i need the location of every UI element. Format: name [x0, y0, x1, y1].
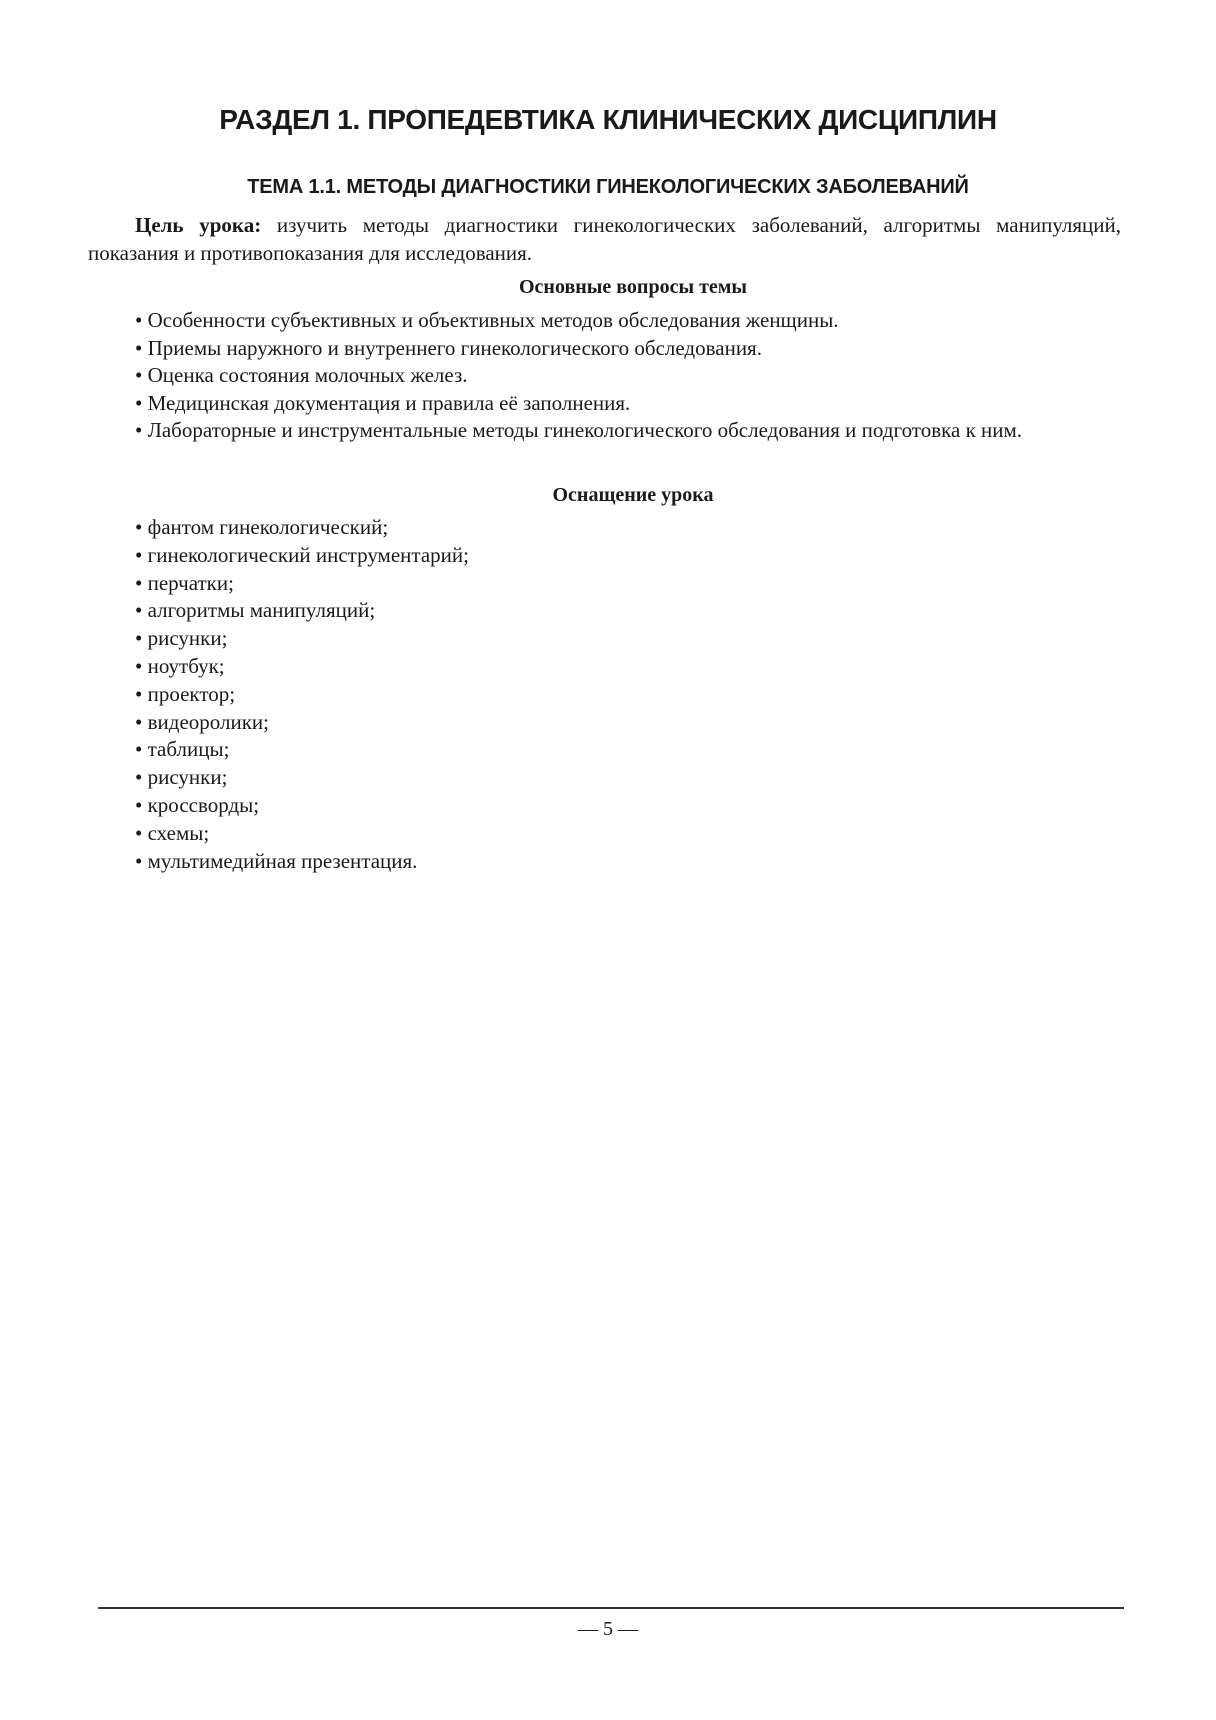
equipment-heading: Оснащение урока	[552, 484, 714, 506]
questions-list	[88, 307, 1121, 445]
lesson-goal	[88, 212, 1121, 267]
list-item: • Приемы наружного и внутреннего гинекологического обследования.	[135, 335, 762, 360]
list-item: • рисунки;	[135, 626, 228, 651]
list-item: • Лабораторные и инструментальные методы гинекологического обследования и подготовка к ним.	[135, 418, 1023, 442]
list-item: • проектор;	[135, 681, 236, 706]
list-item: • кроссворды;	[135, 792, 260, 817]
list-item: • мультимедийная презентация.	[135, 848, 418, 873]
questions-heading: Основные вопросы темы	[518, 276, 748, 298]
list-item: • перчатки;	[135, 570, 234, 595]
list-item: • Оценка состояния молочных желез.	[135, 363, 468, 387]
topic-title: ТЕМА 1.1. МЕТОДЫ ДИАГНОСТИКИ ГИНЕКОЛОГИЧЕСКИХ ЗАБОЛЕВАНИЙ	[247, 176, 969, 198]
list-item: • Медицинская документация и правила её заполнения.	[135, 390, 631, 415]
list-item: • гинекологический инструментарий;	[135, 542, 469, 567]
list-item: • Особенности субъективных и объективных методов обследования женщины.	[135, 308, 839, 332]
section-title: РАЗДЕЛ 1. ПРОПЕДЕВТИКА КЛИНИЧЕСКИХ ДИСЦИПЛИН	[219, 104, 997, 135]
list-item: • видеоролики;	[135, 709, 269, 734]
list-item: • рисунки;	[135, 765, 228, 790]
lesson-goal-text: изучить методы диагностики гинекологических заболеваний, алгоритмы манипуляций, показания и противопоказания для исследования.	[88, 213, 1121, 265]
list-item: • алгоритмы манипуляций;	[135, 598, 376, 623]
lesson-goal-label: Цель урока:	[135, 213, 262, 237]
list-item: • фантом гинекологический;	[135, 515, 389, 539]
equipment-list	[88, 514, 1121, 875]
page-number: — 5 —	[578, 1618, 638, 1640]
footer-divider	[98, 1607, 1124, 1609]
list-item: • схемы;	[135, 820, 210, 845]
list-item: • таблицы;	[135, 737, 230, 762]
list-item: • ноутбук;	[135, 653, 225, 678]
